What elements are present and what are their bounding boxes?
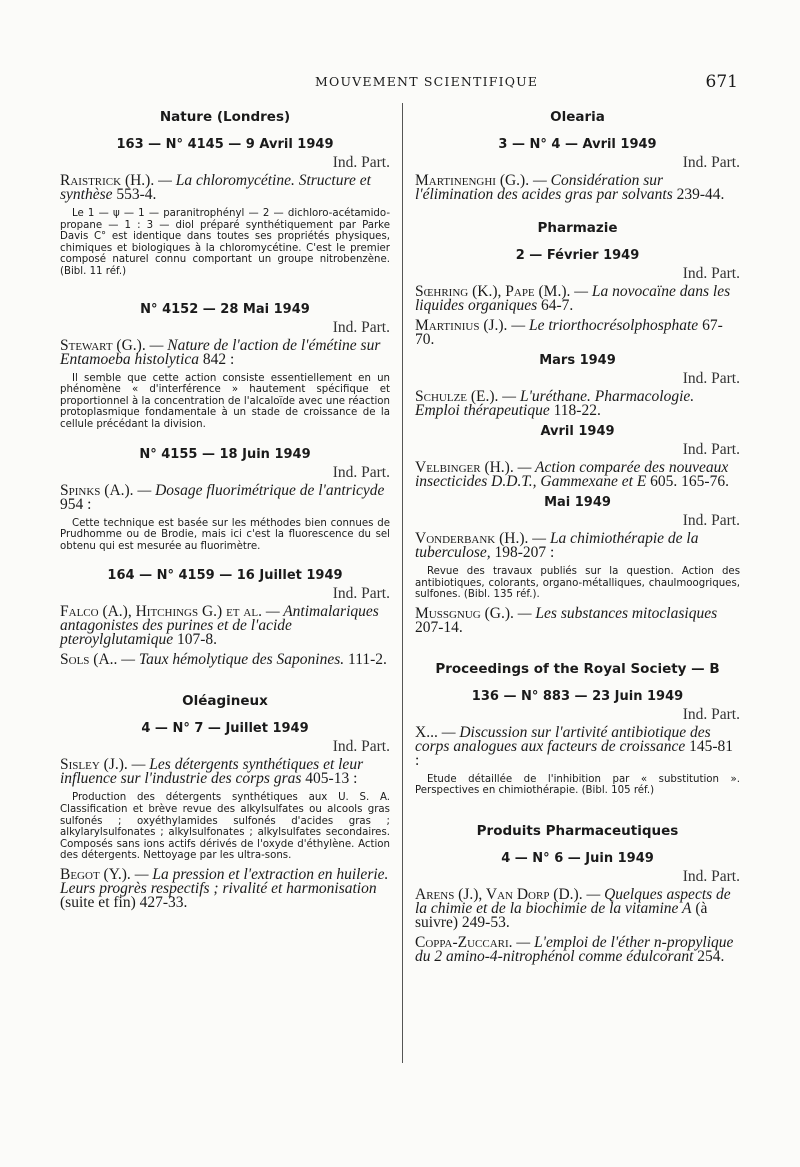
entry-title: — Discussion sur l'artivité antibiotique des corps analogues aux facteurs de croissance — [415, 723, 711, 755]
entry-author: Martinenghi (G.). — [415, 172, 530, 189]
entry-title: — La chloromycétine. Structure et synthèse — [60, 172, 371, 203]
entry-author: Sisley (J.). — [60, 756, 128, 774]
bibliography-entry — [60, 481, 390, 513]
entry-pages: 118-22. — [549, 402, 601, 419]
issue-heading: 3 — N° 4 — Avril 1949 — [498, 137, 657, 152]
entry-author: Schulze (E.). — [415, 388, 499, 405]
ind-part-label: Ind. Part. — [332, 463, 390, 481]
entry-abstract: Etude détaillée de l'inhibition par « substitution ». Perspectives en chimiothérapie. (Bibl. 105 réf.) — [415, 773, 740, 797]
entry-author: Spinks (A.). — [60, 481, 134, 499]
ind-part-label: Ind. Part. — [332, 154, 390, 171]
entry-pages: 842 : — [199, 350, 235, 368]
entry-abstract: Il semble que cette action consiste essentiellement en un phénomène « d'interférence » hautement spécifique et proportionnel à la concentration de l'alcaloïde avec une réaction protoplasmique fondamentale à un stade de croissance de la cellule précédant la division. — [60, 372, 390, 430]
bibliography-entry — [415, 723, 740, 769]
journal-heading: Nature (Londres) — [159, 109, 291, 125]
page-number: 671 — [705, 72, 738, 92]
entry-pages: 207-14. — [415, 618, 463, 636]
bibliography-entry — [60, 174, 390, 202]
issue-heading: 164 — N° 4159 — 16 Juillet 1949 — [107, 568, 343, 584]
bibliography-entry — [60, 605, 390, 647]
entry-title: — L'uréthane. Pharmacologie. Emploi thérapeutique — [415, 388, 695, 419]
entry-author: Sols (A.. — [60, 651, 118, 669]
entry-title: — Nature de l'action de l'émétine sur Entamoeba histolytica — [60, 336, 381, 368]
entry-abstract: Revue des travaux publiés sur la question. Action des antibiotiques, colorants, organo-métalliques, chaulmoogriques, sulfones. (Bibl. 135 réf.). — [415, 566, 740, 601]
entry-title: — Les détergents synthétiques et leur influence sur l'industrie des corps gras — [60, 756, 364, 788]
issue-heading: 163 — N° 4145 — 9 Avril 1949 — [116, 137, 334, 152]
journal-heading: Olearia — [550, 109, 605, 125]
entry-author: Velbinger (H.). — [415, 459, 514, 476]
entry-title: — Dosage fluorimétrique de l'antricyde — [133, 481, 385, 499]
entry-title: — Taux hémolytique des Saponines. — [117, 651, 345, 669]
issue-heading: Avril 1949 — [540, 424, 615, 439]
ind-part-label: Ind. Part. — [682, 867, 740, 885]
entry-author: Coppa-Zuccari. — [415, 933, 513, 951]
entry-author: Falco (A.), Hitchings G.) et al. — [60, 603, 262, 621]
entry-title: — Antimalariques antagonistes des purines et de l'acide pteroylglutamique — [60, 603, 379, 649]
entry-title: — Quelques aspects de la chimie et de la biochimie de la vitamine A — [415, 885, 731, 917]
entry-abstract: Le 1 — ψ — 1 — paranitrophényl — 2 — dichloro-acétamido-propane — 1 : 3 — diol préparé synthétiquement par Parke Davis C° est identique dans toutes ses propriétés physiques, chimiques et biologiques à la chloromycétine. C'est le premier composé naturel connu comportant un groupe nitrobenzène. (Bibl. 11 réf.) — [60, 208, 390, 277]
entry-pages: 405-13 : — [301, 770, 358, 788]
entry-pages: (à suivre) 249-53. — [415, 899, 708, 931]
entry-title: — L'emploi de l'éther n-propylique du 2 amino-4-nitrophénol comme édulcorant — [415, 933, 734, 965]
journal-heading: Produits Pharmaceutiques — [476, 822, 679, 839]
entry-title: — La novocaïne dans les liquides organiques — [415, 283, 731, 314]
journal-heading: Pharmazie — [537, 220, 618, 236]
page-header — [0, 72, 800, 94]
bibliography-entry — [60, 336, 390, 368]
issue-heading: N° 4155 — 18 Juin 1949 — [139, 446, 311, 462]
left-column — [60, 103, 390, 916]
issue-heading: Mars 1949 — [539, 353, 616, 368]
ind-part-label: Ind. Part. — [682, 441, 740, 458]
ind-part-label: Ind. Part. — [682, 512, 740, 529]
ind-part-label: Ind. Part. — [332, 585, 390, 603]
bibliography-entry — [415, 532, 740, 560]
entry-author: Raistrick (H.). — [60, 172, 155, 189]
entry-author: Sœhring (K.), Pape (M.). — [415, 283, 571, 300]
entry-title: — Action comparée des nouveaux insecticides D.D.T., Gammexane et E — [415, 459, 729, 490]
ind-part-label: Ind. Part. — [682, 154, 740, 171]
entry-author: Vonderbank (H.). — [415, 530, 529, 547]
entry-pages: 198-207 : — [490, 544, 555, 561]
entry-title: — La pression et l'extraction en huilerie. Leurs progrès respectifs ; rivalité et harmonisation — [60, 865, 389, 897]
entry-pages: 111-2. — [344, 651, 387, 669]
entry-pages: 239-44. — [672, 186, 725, 203]
entry-pages: 145-81 : — [415, 737, 733, 769]
issue-heading: 136 — N° 883 — 23 Juin 1949 — [471, 688, 684, 704]
ind-part-label: Ind. Part. — [332, 738, 390, 756]
issue-heading: 4 — N° 6 — Juin 1949 — [501, 850, 654, 866]
bibliography-entry — [60, 758, 390, 786]
entry-title: — Considération sur l'élimination des acides gras par solvants — [415, 172, 673, 203]
journal-heading: Proceedings of the Royal Society — B — [435, 660, 720, 677]
entry-pages: 64-7. — [537, 297, 574, 314]
ind-part-label: Ind. Part. — [682, 370, 740, 387]
ind-part-label: Ind. Part. — [332, 318, 390, 336]
entry-pages: 954 : — [60, 495, 92, 513]
bibliography-entry — [415, 461, 740, 489]
bibliography-entry — [415, 885, 740, 931]
bibliography-entry — [415, 933, 740, 965]
bibliography-entry — [415, 285, 740, 313]
entry-author: Arens (J.), Van Dorp (D.). — [415, 885, 583, 903]
issue-heading: N° 4152 — 28 Mai 1949 — [140, 301, 310, 317]
entry-pages: 107-8. — [173, 631, 217, 649]
entry-pages: 67-70. — [415, 317, 723, 348]
entry-abstract: Cette technique est basée sur les méthodes bien connues de Prudhomme ou de Brodie, mais ici c'est la fluorescence du sel obtenu qui est mesurée au fluorimètre. — [60, 517, 390, 552]
bibliography-entry — [60, 865, 390, 911]
entry-author: Mussgnug (G.). — [415, 604, 514, 622]
entry-author: Martinius (J.). — [415, 317, 508, 334]
entry-abstract: Production des détergents synthétiques aux U. S. A. Classification et brève revue des alkylsulfates ou alcools gras sulfonés ; oxyéthylamides sulfonés d'acides gras ; alkylarylsulfonates ; alkylsulfonates ; alkylsulfates secondaires. Composés sans ions actifs dérivés de l'oxyde d'éthylène. Action des détergents. Nettoyage par les ultra-sons. — [60, 792, 390, 862]
issue-heading: Mai 1949 — [544, 495, 611, 510]
running-title: MOUVEMENT SCIENTIFIQUE — [315, 74, 539, 89]
bibliography-entry — [415, 390, 740, 418]
bibliography-entry — [415, 319, 740, 347]
entry-pages: 254. — [693, 947, 725, 965]
bibliography-entry — [415, 174, 740, 202]
journal-heading: Oléagineux — [182, 693, 268, 710]
entry-title: — Le triorthocrésolphosphate — [507, 317, 699, 334]
column-divider — [402, 103, 403, 1063]
entry-pages: 553-4. — [112, 186, 157, 203]
bibliography-entry — [60, 653, 390, 667]
entry-pages: 605. 165-76. — [646, 473, 729, 490]
issue-heading: 2 — Février 1949 — [515, 248, 640, 263]
entry-author: Stewart (G.). — [60, 336, 146, 354]
entry-author: X... — [415, 723, 438, 741]
ind-part-label: Ind. Part. — [682, 265, 740, 282]
entry-title: — La chimiothérapie de la tuberculose, — [415, 530, 699, 561]
entry-pages: (suite et fin) 427-33. — [60, 893, 188, 911]
issue-heading: 4 — N° 7 — Juillet 1949 — [141, 721, 309, 737]
right-column — [415, 103, 740, 970]
ind-part-label: Ind. Part. — [682, 705, 740, 723]
entry-title: — Les substances mitoclasiques — [513, 604, 718, 622]
entry-author: Begot (Y.). — [60, 865, 131, 883]
bibliography-entry — [415, 604, 740, 636]
